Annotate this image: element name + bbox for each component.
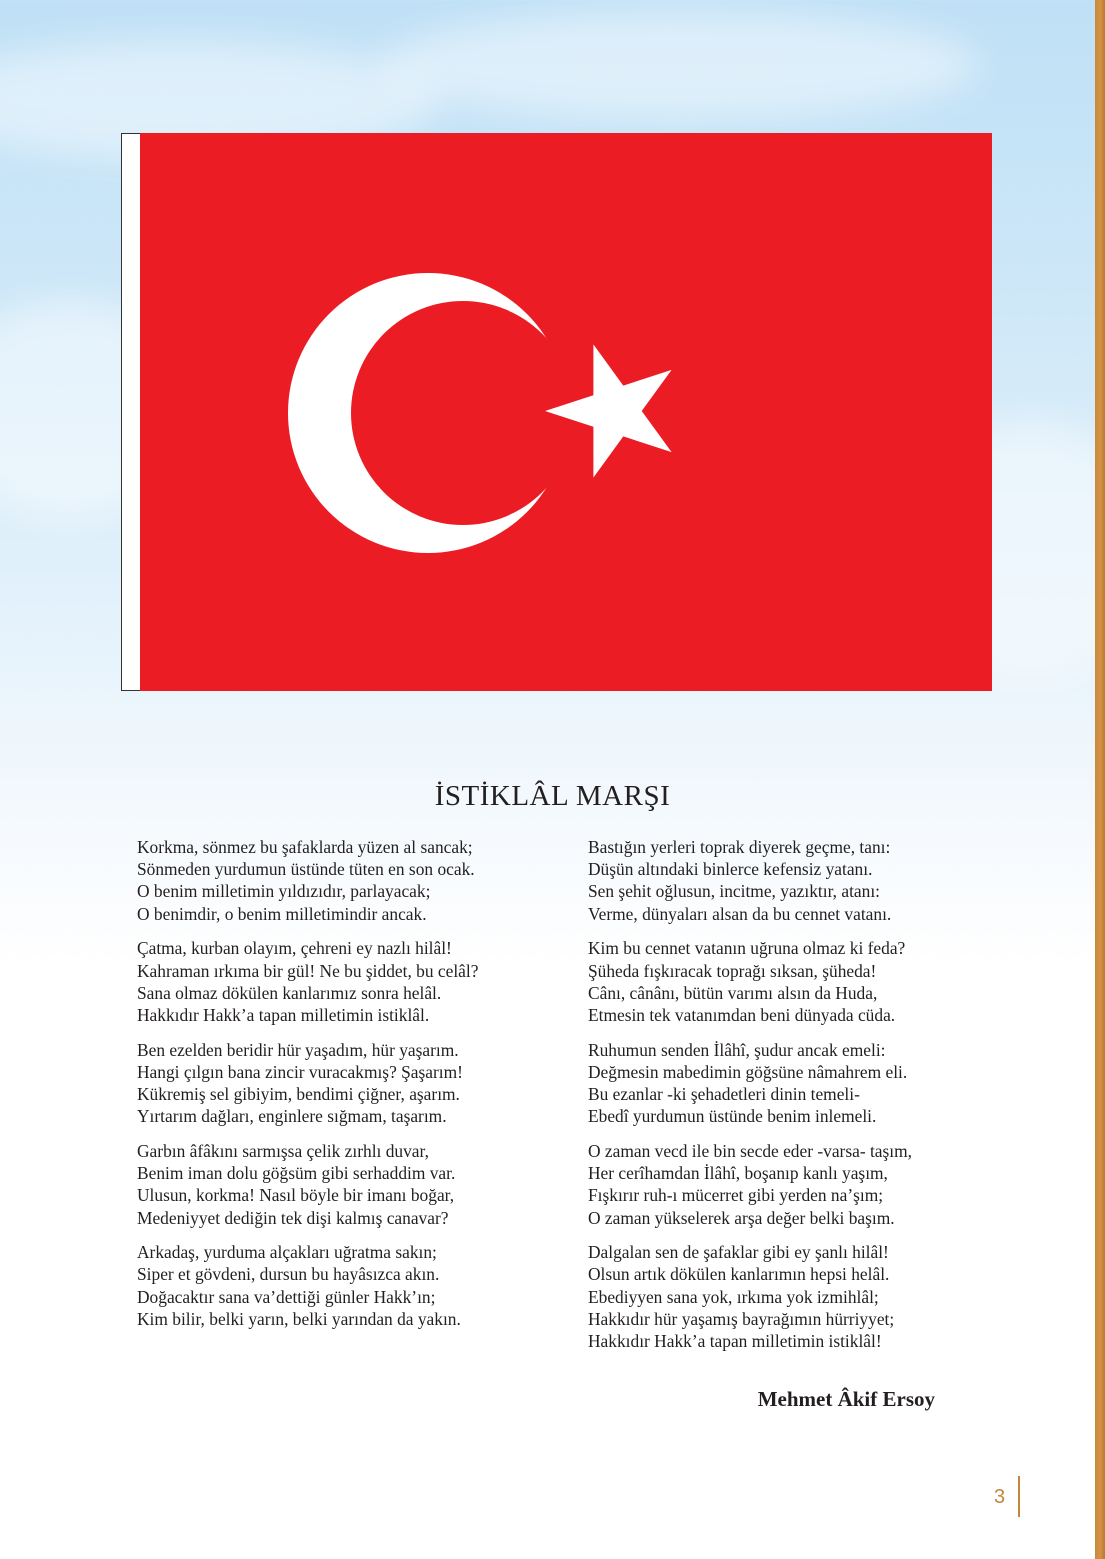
anthem-title: İSTİKLÂL MARŞI [434,780,671,812]
stanza [137,1140,567,1229]
verse-line: Ruhumun senden İlâhî, şudur ancak emeli: [588,1039,886,1060]
verse-line: Hakkıdır Hakk’a tapan milletimin istiklâl! [588,1331,882,1352]
verse-line: Sönmeden yurdumun üstünde tüten en son ocak. [137,859,475,880]
verse-line: Fışkırır ruh-ı mücerret gibi yerden na’şım; [588,1185,884,1206]
verse-line: Sen şehit oğlusun, incitme, yazıktır, atanı: [588,881,880,902]
verse-line: Kahraman ırkıma bir gül! Ne bu şiddet, bu celâl? [137,960,479,981]
stanza [588,1140,1008,1229]
verse-line: O benimdir, o benim milletimindir ancak. [137,903,427,924]
turkish-flag [121,133,992,691]
verse-line: Benim iman dolu göğsüm gibi serhaddim var. [137,1163,456,1184]
verse-line: Hakkıdır hür yaşamış bayrağımın hürriyyet; [588,1308,895,1329]
verse-line: Yırtarım dağları, enginlere sığmam, taşarım. [137,1106,447,1127]
verse-line: Cânı, cânânı, bütün varımı alsın da Huda, [588,982,878,1003]
verse-line: Ulusun, korkma! Nasıl böyle bir imanı boğar, [137,1185,455,1206]
page-number-rule [1018,1476,1020,1517]
stanza [137,937,567,1026]
verse-line: Değmesin mabedimin göğsüne nâmahrem eli. [588,1061,908,1082]
crescent-inner [351,301,575,525]
verse-line: Hangi çılgın bana zincir vuracakmış? Şaşarım! [137,1061,463,1082]
verse-line: O benim milletimin yıldızıdır, parlayacak; [137,881,431,902]
stanza [137,1039,567,1128]
verse-line: Dalgalan sen de şafaklar gibi ey şanlı hilâl! [588,1242,889,1263]
verse-line: Kükremiş sel gibiyim, bendimi çiğner, aşarım. [137,1084,460,1105]
flag-hoist [121,133,141,691]
sky-cloud [380,10,980,120]
stanza [588,836,1008,925]
page-number: 3 [994,1486,1006,1508]
verse-line: Düşün altındaki binlerce kefensiz yatanı. [588,859,873,880]
verses-left-column [137,836,567,1343]
verse-line: Kim bilir, belki yarın, belki yarından da yakın. [137,1308,461,1329]
stanza [588,1241,1008,1352]
verse-line: Siper et gövdeni, dursun bu hayâsızca akın. [137,1264,440,1285]
verse-line: Her cerîhamdan İlâhî, boşanıp kanlı yaşım, [588,1163,888,1184]
verse-line: Hakkıdır Hakk’a tapan milletimin istiklâl. [137,1004,430,1025]
verse-line: Çatma, kurban olayım, çehreni ey nazlı hilâl! [137,938,452,959]
verse-line: O zaman vecd ile bin secde eder -varsa- taşım, [588,1140,912,1161]
verse-line: Ebediyyen sana yok, ırkıma yok izmihlâl; [588,1286,879,1307]
verse-line: Bu ezanlar -ki şehadetleri dinin temeli- [588,1084,860,1105]
verse-line: Bastığın yerleri toprak diyerek geçme, tanı: [588,837,891,857]
verse-line: Korkma, sönmez bu şafaklarda yüzen al sancak; [137,837,473,857]
verse-line: Sana olmaz dökülen kanlarımız sonra helâl. [137,982,442,1003]
verse-line: Ben ezelden beridir hür yaşadım, hür yaşarım. [137,1039,459,1060]
verse-line: Doğacaktır sana va’dettiği günler Hakk’ın; [137,1286,436,1307]
verse-line: Şüheda fışkıracak toprağı sıksan, şüheda! [588,960,877,981]
flag-field [140,133,992,691]
verse-line: Olsun artık dökülen kanlarımın hepsi helâl. [588,1264,890,1285]
stanza [588,937,1008,1026]
stanza [588,1039,1008,1128]
verses-right-column [588,836,1008,1365]
verse-line: Medeniyyet dediğin tek dişi kalmış canavar? [137,1207,449,1228]
verse-line: Garbın âfâkını sarmışsa çelik zırhlı duvar, [137,1140,429,1161]
verse-line: Arkadaş, yurduma alçakları uğratma sakın; [137,1242,437,1263]
verse-line: Verme, dünyaları alsan da bu cennet vatanı. [588,903,892,924]
stanza [137,1241,567,1330]
author-name: Mehmet Âkif Ersoy [757,1387,935,1411]
verse-line: Etmesin tek vatanımdan beni dünyada cüda. [588,1004,896,1025]
verse-line: Ebedî yurdumun üstünde benim inlemeli. [588,1106,877,1127]
verse-line: Kim bu cennet vatanın uğruna olmaz ki feda? [588,938,906,959]
verse-line: O zaman yükselerek arşa değer belki başım. [588,1207,895,1228]
stanza [137,836,567,925]
